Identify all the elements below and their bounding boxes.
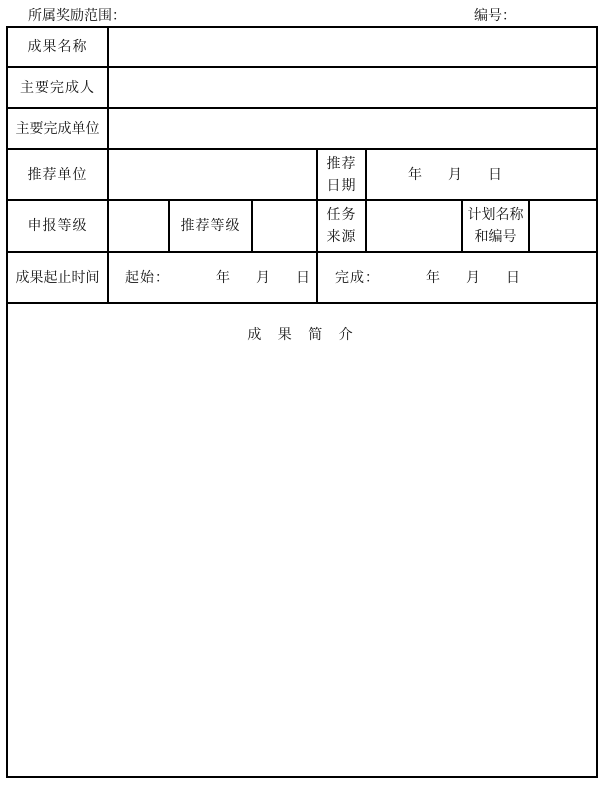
intro-title: 成 果 简 介 <box>247 327 359 343</box>
plan-name-field[interactable] <box>530 201 596 251</box>
year-label: 年 <box>408 166 423 183</box>
recommend-date-label-line1: 推荐 <box>326 155 357 172</box>
intro-text-area[interactable] <box>8 352 596 776</box>
day-label: 日 <box>296 269 311 286</box>
plan-name-label-line2: 和编号 <box>474 229 517 245</box>
start-label: 起始： <box>125 269 170 286</box>
day-label: 日 <box>488 166 503 183</box>
recommend-grade-field[interactable] <box>253 201 316 251</box>
task-source-label <box>318 201 365 251</box>
month-label: 月 <box>466 269 481 286</box>
month-label: 月 <box>256 269 271 286</box>
task-source-label-line2: 来源 <box>326 229 357 245</box>
apply-grade-field[interactable] <box>109 201 168 251</box>
recommend-unit-label: 推荐单位 <box>27 166 88 183</box>
recommend-unit-field[interactable] <box>109 150 316 199</box>
recommend-date-label-line2: 日期 <box>326 177 357 194</box>
start-date-field[interactable] <box>109 253 316 302</box>
task-source-field[interactable] <box>367 201 461 251</box>
month-label: 月 <box>448 166 463 183</box>
achievement-name-field[interactable] <box>109 28 596 66</box>
end-label: 完成： <box>335 269 380 286</box>
apply-grade-label: 申报等级 <box>27 218 88 234</box>
recommend-date-field[interactable] <box>367 150 596 199</box>
award-scope-label: 所属奖励范围： <box>28 8 126 24</box>
serial-number-label: 编号： <box>474 8 516 24</box>
day-label: 日 <box>506 269 521 286</box>
achievement-name-label: 成果名称 <box>27 39 88 55</box>
recommend-grade-label: 推荐等级 <box>180 218 241 234</box>
year-label: 年 <box>216 269 231 286</box>
task-source-label-line1: 任务 <box>326 207 357 223</box>
recommend-date-label <box>318 150 365 199</box>
main-units-field[interactable] <box>109 109 596 148</box>
row-divider <box>6 302 598 304</box>
main-persons-label: 主要完成人 <box>20 79 95 96</box>
plan-name-label-line1: 计划名称 <box>467 207 524 223</box>
end-date-field[interactable] <box>318 253 596 302</box>
year-label: 年 <box>426 269 441 286</box>
plan-name-label <box>463 201 528 251</box>
period-label: 成果起止时间 <box>15 269 100 286</box>
main-units-label: 主要完成单位 <box>15 120 100 137</box>
main-persons-field[interactable] <box>109 68 596 107</box>
